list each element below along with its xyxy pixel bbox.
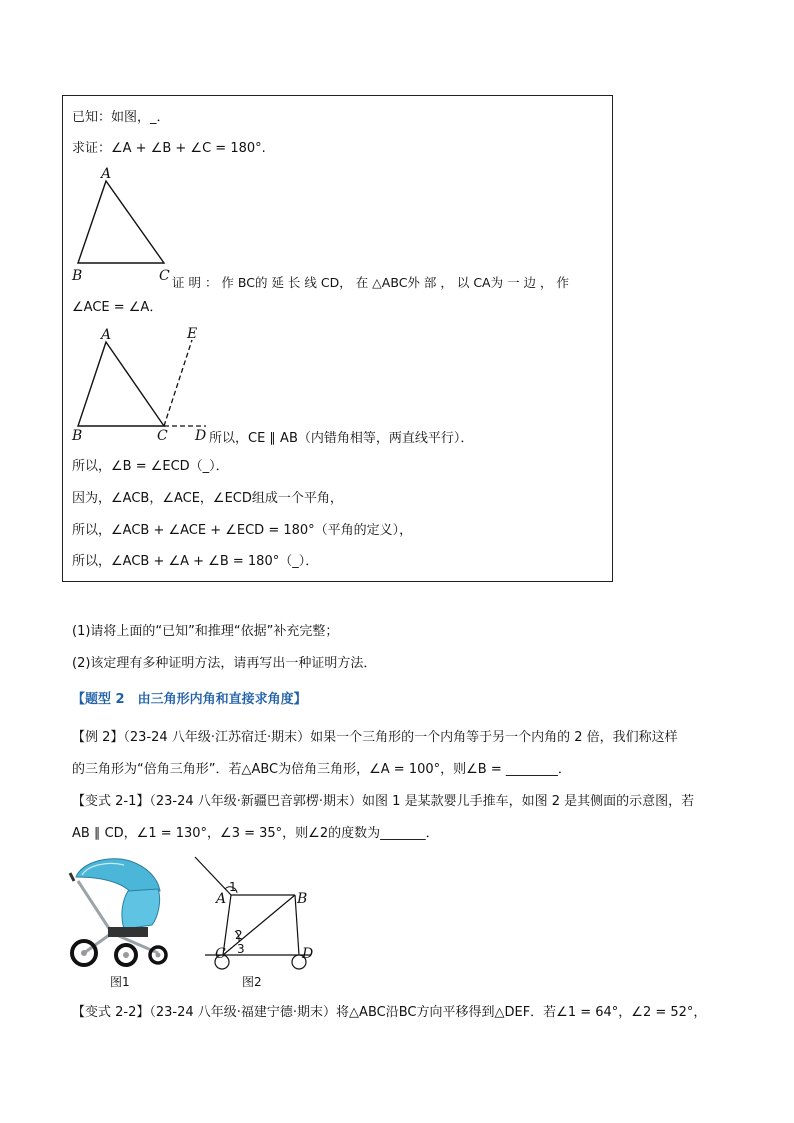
example-2-line-2: 的三角形为“倍角三角形”．若△ABC为倍角三角形，∠A = 100°，则∠B = ________． xyxy=(72,762,571,777)
label-b: B xyxy=(297,891,308,907)
figure-1-caption: 图1 xyxy=(110,975,130,989)
step-sum-2: 所以，∠ACB + ∠A + ∠B = 180°（_）． xyxy=(72,554,319,569)
section-title: 【题型 2 由三角形内角和直接求角度】 xyxy=(72,692,307,707)
step-angle-b: 所以，∠B = ∠ECD（_）． xyxy=(72,459,229,474)
variant-2-1-line-2: AB ∥ CD，∠1 = 130°，∠3 = 35°，则∠2的度数为_______． xyxy=(72,826,439,841)
label-b: B xyxy=(72,428,83,444)
label-d: D xyxy=(195,428,207,444)
variant-2-2-text: （23-24 八年级·福建宁德·期末）将△ABC沿BC方向平移得到△DEF．若∠1 = 64°，∠2 = 52°， xyxy=(149,1005,707,1020)
angle-2-label: 2 xyxy=(235,928,243,942)
label-c: C xyxy=(157,428,168,444)
proof-construct-line-2: ∠ACE = ∠A． xyxy=(72,300,163,315)
step-because: 因为，∠ACB，∠ACE，∠ECD组成一个平角， xyxy=(72,491,343,506)
label-c: C xyxy=(215,946,226,962)
variant-2-1-text: （23-24 八年级·新疆巴音郭楞·期末）如图 1 是某款婴儿手推车，如图 2 是其侧面的示意图，若 xyxy=(149,794,695,809)
label-a: A xyxy=(101,327,112,343)
prove-line: 求证：∠A + ∠B + ∠C = 180°. xyxy=(72,141,266,156)
stroller-image xyxy=(68,855,172,970)
step-sum-1: 所以，∠ACB + ∠ACE + ∠ECD = 180°（平角的定义）， xyxy=(72,523,413,538)
example-2-line-1 xyxy=(72,729,678,747)
label-a: A xyxy=(101,166,112,182)
label-a: A xyxy=(216,891,227,907)
question-2: (2)该定理有多种证明方法，请再写出一种证明方法． xyxy=(72,656,377,671)
variant-2-1-line-1 xyxy=(72,793,694,811)
proof-construct-line: 证 明 ： 作 BC的 延 长 线 CD， 在 △ABC外 部 ， 以 CA为 一 边 ， 作 xyxy=(172,275,569,290)
given-line: 已知：如图，_． xyxy=(72,110,170,125)
step-parallel: 所以，CE ∥ AB（内错角相等，两直线平行）． xyxy=(209,431,474,446)
variant-2-2-line-1 xyxy=(72,1004,706,1022)
stroller-schematic xyxy=(195,855,325,980)
label-d: D xyxy=(302,946,314,962)
figure-2-caption: 图2 xyxy=(242,975,262,989)
variant-2-1-tag: 【变式 2-1】 xyxy=(72,794,150,809)
label-c: C xyxy=(159,268,170,284)
variant-2-2-tag: 【变式 2-2】 xyxy=(72,1005,150,1020)
label-b: B xyxy=(72,268,83,284)
label-e: E xyxy=(187,326,198,342)
question-1: (1)请将上面的“已知”和推理“依据”补充完整； xyxy=(72,624,339,639)
triangle-abc-figure xyxy=(70,165,180,285)
example-2-text: （23-24 八年级·江苏宿迁·期末）如果一个三角形的一个内角等于另一个内角的 2 倍，我们称这样 xyxy=(123,730,678,745)
angle-1-label: 1 xyxy=(229,880,237,894)
extended-triangle-figure xyxy=(70,322,220,447)
example-2-tag: 【例 2】 xyxy=(72,730,124,745)
angle-3-label: 3 xyxy=(237,942,245,956)
